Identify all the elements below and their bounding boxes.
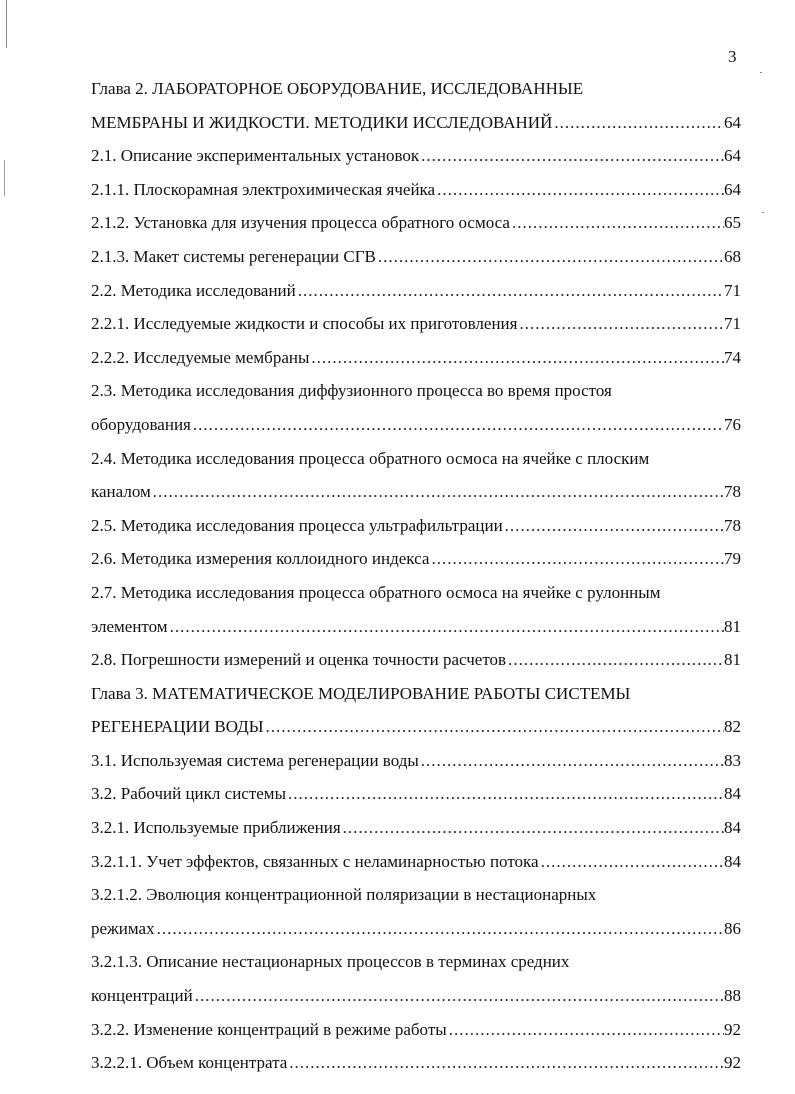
table-of-contents [91, 72, 741, 1080]
scan-speck [760, 72, 762, 73]
toc-entry-title: 2.1.2. Установка для изучения процесса обратного осмоса [91, 213, 510, 233]
toc-entry [91, 341, 741, 375]
toc-entry-title: 3.2.1.2. Эволюция концентрационной поляризации в нестационарных [91, 885, 597, 905]
toc-leader-dots [287, 1046, 724, 1080]
toc-leader-dots [193, 979, 724, 1013]
toc-entry [91, 442, 741, 476]
toc-entry-title: 2.2. Методика исследований [91, 280, 296, 300]
toc-entry [91, 811, 741, 845]
toc-entry [91, 677, 741, 711]
toc-leader-dots [429, 542, 724, 576]
toc-entry-page: 78 [724, 515, 741, 535]
toc-entry-page: 64 [724, 112, 741, 132]
toc-leader-dots [435, 173, 724, 207]
toc-leader-dots [503, 509, 724, 543]
toc-leader-dots [296, 274, 724, 308]
toc-entry [91, 542, 741, 576]
toc-entry-title: 2.1.3. Макет системы регенерации СГВ [91, 246, 376, 266]
toc-entry-page: 71 [724, 314, 741, 334]
toc-entry-page: 64 [724, 146, 741, 166]
toc-entry-title: Глава 3. МАТЕМАТИЧЕСКОЕ МОДЕЛИРОВАНИЕ РАБОТЫ СИСТЕМЫ [91, 683, 631, 703]
toc-entry-page: 92 [724, 1019, 741, 1039]
toc-entry-title: 2.1.1. Плоскорамная электрохимическая ячейка [91, 179, 436, 199]
toc-entry-title: 2.8. Погрешности измерений и оценка точности расчетов [91, 650, 507, 670]
toc-leader-dots [506, 643, 724, 677]
toc-leader-dots [264, 710, 724, 744]
toc-entry [91, 1013, 741, 1047]
toc-entry-title: оборудования [91, 414, 191, 434]
toc-entry [91, 408, 741, 442]
toc-leader-dots [419, 744, 724, 778]
toc-entry-page: 71 [724, 280, 741, 300]
toc-leader-dots [517, 307, 724, 341]
toc-entry [91, 744, 741, 778]
toc-entry [91, 610, 741, 644]
toc-entry-title: МЕМБРАНЫ И ЖИДКОСТИ. МЕТОДИКИ ИССЛЕДОВАНИЙ [91, 112, 553, 132]
toc-entry [91, 274, 741, 308]
toc-entry-title: 2.4. Методика исследования процесса обратного осмоса на ячейке с плоским [91, 448, 650, 468]
toc-entry [91, 374, 741, 408]
toc-entry [91, 173, 741, 207]
toc-entry-title: 3.2.2.1. Объем концентрата [91, 1053, 288, 1073]
toc-entry [91, 912, 741, 946]
toc-entry-page: 79 [724, 549, 741, 569]
scan-artifact-line [4, 160, 5, 196]
toc-entry [91, 945, 741, 979]
toc-entry-title: элементом [91, 616, 168, 636]
toc-entry-title: 3.2.1.3. Описание нестационарных процессов в терминах средних [91, 952, 570, 972]
toc-entry-page: 81 [724, 616, 741, 636]
toc-leader-dots [510, 206, 724, 240]
toc-leader-dots [552, 106, 724, 140]
toc-entry-title: 3.2.1. Используемые приближения [91, 818, 341, 838]
toc-entry-title: 2.2.2. Исследуемые мембраны [91, 347, 310, 367]
toc-entry-title: 2.6. Методика измерения коллоидного индекса [91, 549, 430, 569]
toc-entry-title: 3.2.1.1. Учет эффектов, связанных с неламинарностью потока [91, 851, 539, 871]
toc-entry-title: РЕГЕНЕРАЦИИ ВОДЫ [91, 717, 264, 737]
toc-entry-page: 92 [724, 1053, 741, 1073]
toc-entry [91, 1046, 741, 1080]
toc-entry-page: 84 [724, 851, 741, 871]
toc-entry-page: 74 [724, 347, 741, 367]
toc-entry-page: 86 [724, 918, 741, 938]
toc-entry [91, 307, 741, 341]
toc-leader-dots [155, 912, 724, 946]
toc-entry-title: Глава 2. ЛАБОРАТОРНОЕ ОБОРУДОВАНИЕ, ИССЛЕДОВАННЫЕ [91, 79, 584, 98]
toc-entry [91, 878, 741, 912]
toc-entry-title: 3.2.2. Изменение концентраций в режиме работы [91, 1019, 447, 1039]
toc-entry-title: 2.3. Методика исследования диффузионного процесса во время простоя [91, 381, 612, 401]
toc-entry-page: 65 [724, 213, 741, 233]
toc-entry [91, 240, 741, 274]
toc-entry-page: 88 [724, 986, 741, 1006]
toc-entry-page: 76 [724, 414, 741, 434]
toc-entry [91, 509, 741, 543]
toc-entry [91, 777, 741, 811]
toc-entry-title: 3.1. Используемая система регенерации воды [91, 750, 419, 770]
toc-leader-dots [341, 811, 724, 845]
toc-entry [91, 643, 741, 677]
toc-entry [91, 106, 741, 140]
toc-entry-title: 2.1. Описание экспериментальных установок [91, 146, 420, 166]
toc-entry [91, 72, 741, 106]
scan-artifact-line [6, 0, 7, 48]
toc-entry-title: 2.7. Методика исследования процесса обратного осмоса на ячейке с рулонным [91, 582, 661, 602]
toc-entry-page: 64 [724, 179, 741, 199]
toc-entry [91, 576, 741, 610]
page-number: 3 [728, 47, 737, 66]
toc-leader-dots [447, 1013, 724, 1047]
toc-entry-page: 84 [724, 818, 741, 838]
toc-entry-page: 82 [724, 717, 741, 737]
toc-entry [91, 710, 741, 744]
toc-entry-page: 81 [724, 650, 741, 670]
toc-entry-page: 78 [724, 482, 741, 502]
toc-leader-dots [309, 341, 724, 375]
toc-entry [91, 139, 741, 173]
toc-entry [91, 845, 741, 879]
toc-leader-dots [419, 139, 724, 173]
toc-entry [91, 475, 741, 509]
scan-speck [762, 212, 764, 213]
toc-leader-dots [168, 610, 724, 644]
toc-entry-page: 68 [724, 246, 741, 266]
toc-leader-dots [191, 408, 724, 442]
toc-leader-dots [286, 777, 724, 811]
toc-entry-page: 83 [724, 750, 741, 770]
toc-entry [91, 206, 741, 240]
toc-leader-dots [539, 845, 724, 879]
toc-leader-dots [151, 475, 724, 509]
toc-entry-page: 84 [724, 784, 741, 804]
toc-entry-title: режимах [91, 918, 155, 938]
toc-leader-dots [376, 240, 724, 274]
toc-entry-title: 2.2.1. Исследуемые жидкости и способы их приготовления [91, 314, 518, 334]
toc-entry-title: 3.2. Рабочий цикл системы [91, 784, 286, 804]
toc-entry-title: концентраций [91, 986, 193, 1006]
toc-entry [91, 979, 741, 1013]
toc-entry-title: каналом [91, 482, 151, 502]
toc-entry-title: 2.5. Методика исследования процесса ультрафильтрации [91, 515, 503, 535]
